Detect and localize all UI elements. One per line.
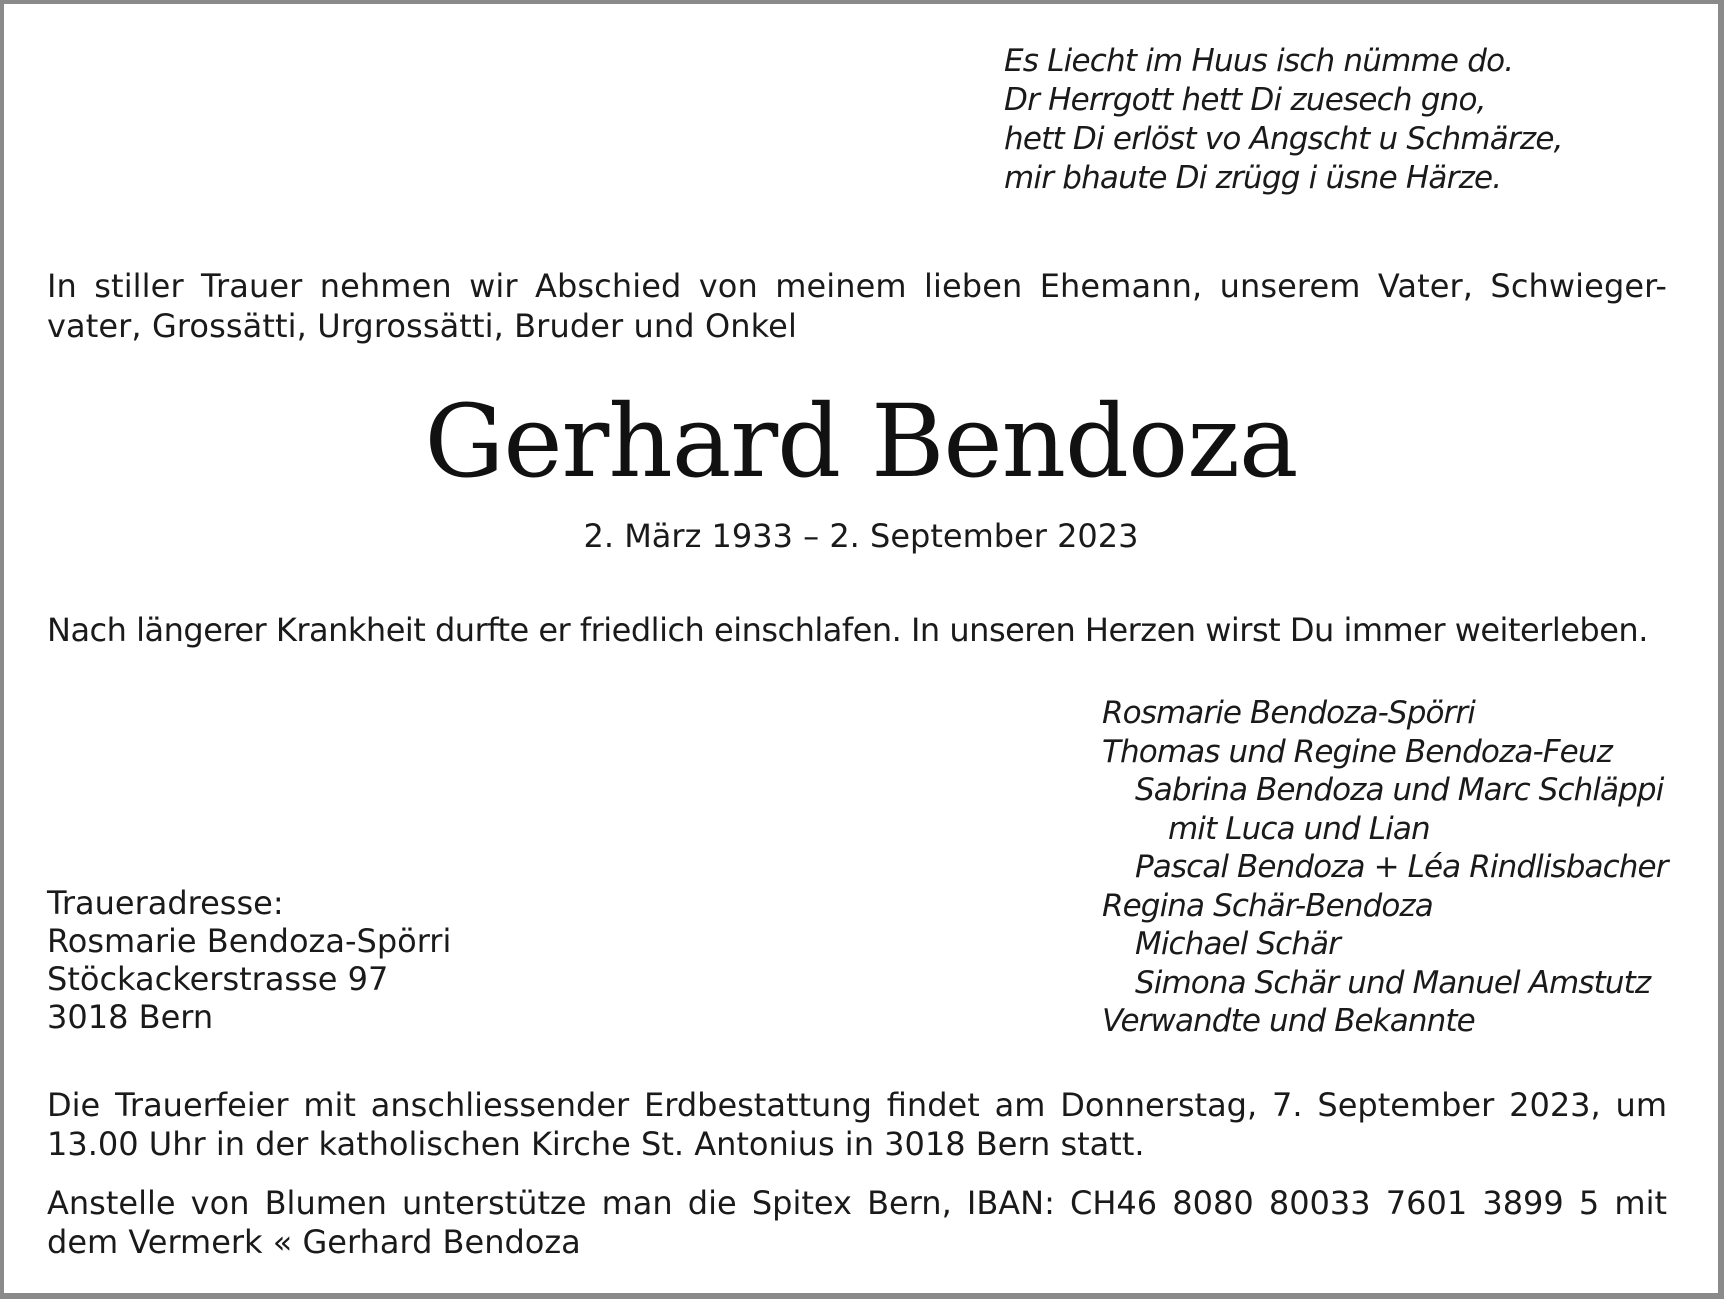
obituary-notice bbox=[4, 4, 1718, 1293]
poem bbox=[1004, 42, 1563, 198]
mourner-entry: Rosmarie Bendoza-Spörri bbox=[1102, 695, 1475, 731]
address-city: 3018 Bern bbox=[47, 998, 214, 1036]
poem-line: Dr Herrgott hett Di zuesech gno, bbox=[1004, 82, 1486, 118]
mourner-entry: Michael Schär bbox=[1135, 926, 1340, 962]
ceremony-info: Die Trauerfeier mit anschliessender Erdbestattung findet am Donnerstag, 7. September 2023, um 13.00 Uhr in der katholischen Kirche St. Antonius in 3018 Bern statt. bbox=[47, 1086, 1667, 1163]
deceased-name: Gerhard Bendoza bbox=[424, 383, 1298, 500]
donation-info: Anstelle von Blumen unterstütze man die Spitex Bern, IBAN: CH46 8080 80033 7601 3899 5 mit dem Vermerk « Gerhard Bendoza bbox=[47, 1184, 1667, 1261]
mourning-address bbox=[47, 884, 451, 1036]
poem-line: mir bhaute Di zrügg i üsne Härze. bbox=[1004, 160, 1502, 196]
mourner-entry: Pascal Bendoza + Léa Rindlisbacher bbox=[1135, 849, 1668, 885]
poem-line: hett Di erlöst vo Angscht u Schmärze, bbox=[1004, 121, 1563, 157]
mourner-entry: Simona Schär und Manuel Amstutz bbox=[1135, 964, 1651, 1001]
life-dates: 2. März 1933 – 2. September 2023 bbox=[583, 517, 1139, 555]
mourner-entry: mit Luca und Lian bbox=[1168, 810, 1430, 847]
mourner-entry: Sabrina Bendoza und Marc Schläppi bbox=[1135, 772, 1664, 808]
intro-text: In stiller Trauer nehmen wir Abschied von meinem lieben Ehemann, unserem Vater, Schwieger- vater, Grossätti, Urgrossätti, Bruder und Onkel bbox=[47, 267, 1667, 345]
mourners-list bbox=[1102, 694, 1668, 1041]
address-label: Traueradresse: bbox=[47, 884, 284, 922]
address-street: Stöckackerstrasse 97 bbox=[47, 960, 389, 998]
farewell-sentence: Nach längerer Krankheit durfte er friedlich einschlafen. In unseren Herzen wirst Du immer weiterleben. bbox=[47, 611, 1648, 649]
mourner-entry: Thomas und Regine Bendoza-Feuz bbox=[1102, 733, 1612, 770]
poem-line: Es Liecht im Huus isch nümme do. bbox=[1004, 43, 1514, 79]
mourner-entry: Verwandte und Bekannte bbox=[1102, 1003, 1475, 1039]
address-name: Rosmarie Bendoza-Spörri bbox=[47, 922, 452, 960]
mourner-entry: Regina Schär-Bendoza bbox=[1102, 887, 1433, 924]
